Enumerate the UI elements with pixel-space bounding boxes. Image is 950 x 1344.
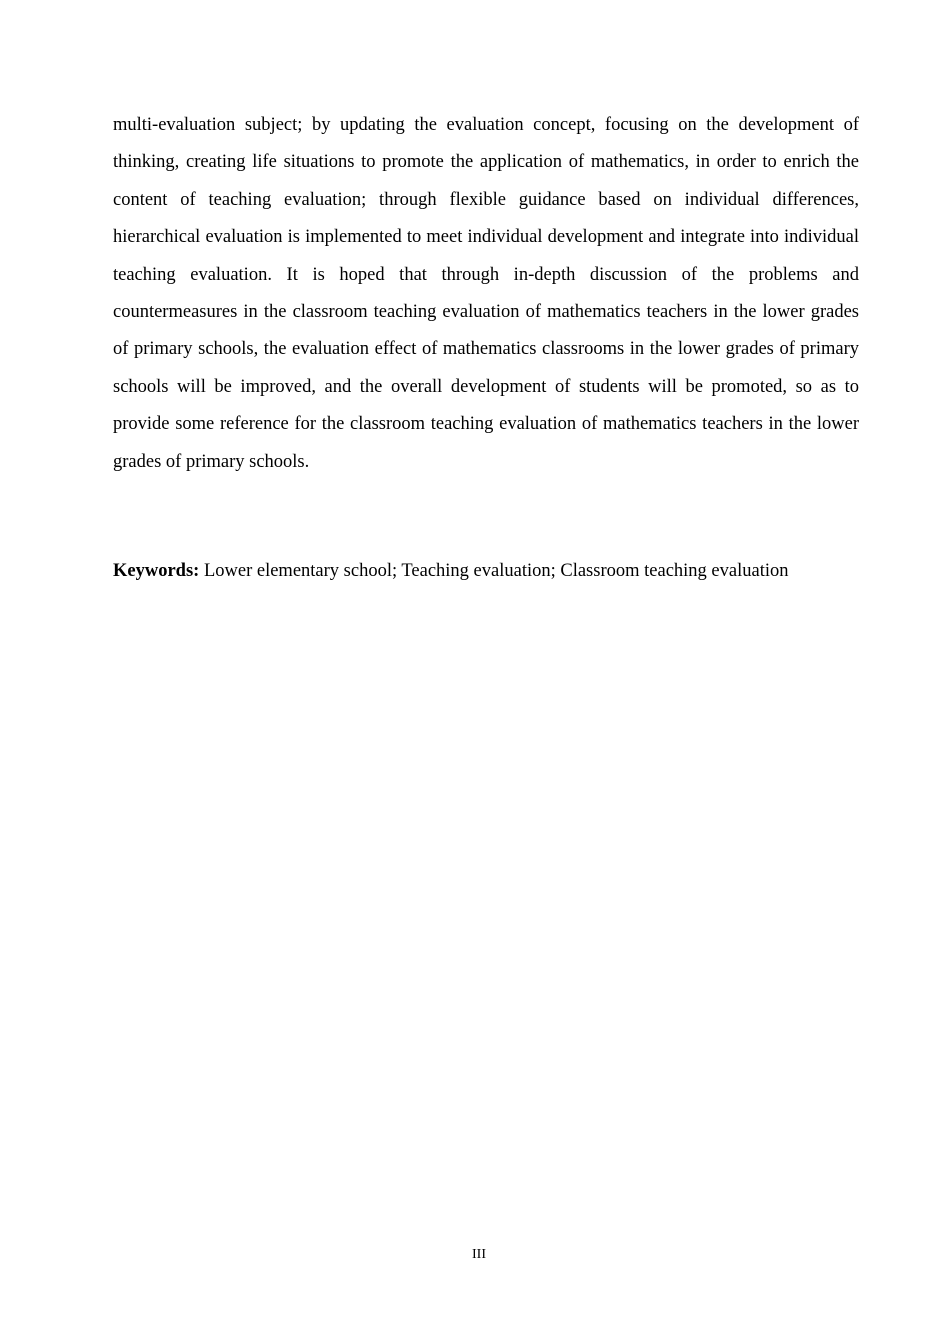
page-number: III	[472, 1247, 486, 1262]
keywords-label: Keywords:	[113, 561, 200, 581]
abstract-paragraph: multi-evaluation subject; by updating the evaluation concept, focusing on the development of thinking, creating life situations to promote the application of mathematics, in order to enrich the content of teaching evaluation; through flexible guidance based on individual differences, hierarchical evaluation is implemented to meet individual development and integrate into individual teaching evaluation. It is hoped that through in-depth discussion of the problems and countermeasures in the classroom teaching evaluation of mathematics teachers in the lower grades of primary schools, the evaluation effect of mathematics classrooms in the lower grades of primary schools will be improved, and the overall development of students will be promoted, so as to provide some reference for the classroom teaching evaluation of mathematics teachers in the lower grades of primary schools.	[113, 115, 859, 472]
keywords-line	[113, 553, 859, 590]
keywords-value: Lower elementary school; Teaching evaluation; Classroom teaching evaluation	[203, 561, 789, 581]
